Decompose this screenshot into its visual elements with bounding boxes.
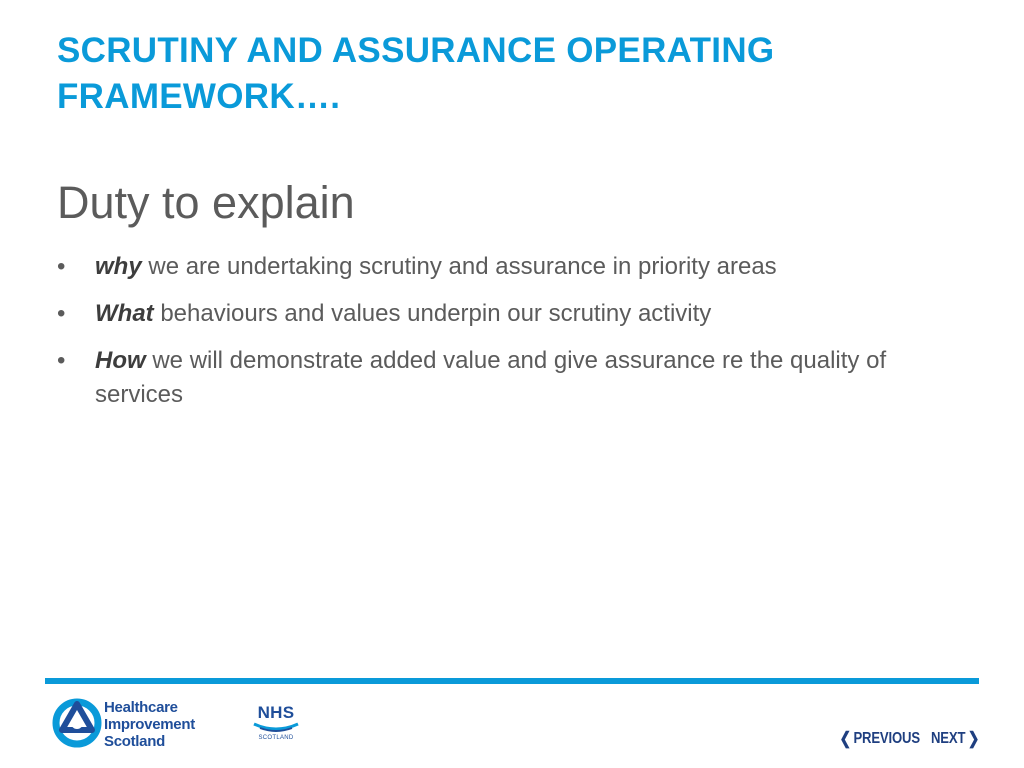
bullet-keyword: How	[95, 347, 146, 374]
bullet-list	[57, 250, 937, 425]
next-label: NEXT	[931, 730, 966, 747]
slide-subheading: Duty to explain	[57, 177, 355, 228]
bullet-marker: •	[57, 300, 66, 327]
slide-title: SCRUTINY AND ASSURANCE OPERATING FRAMEWORK….	[57, 31, 775, 116]
saltire-icon	[252, 722, 300, 734]
his-knot-icon	[52, 698, 102, 748]
bullet-marker: •	[57, 347, 66, 374]
previous-label: PREVIOUS	[853, 730, 920, 747]
his-logo-line2: Improvement	[104, 716, 195, 733]
chevron-right-icon: ❯	[967, 729, 980, 748]
previous-button[interactable]	[837, 728, 920, 750]
bullet-keyword: why	[95, 253, 142, 280]
bullet-marker: •	[57, 253, 66, 280]
bullet-text: we will demonstrate added value and give assurance re the quality of services	[95, 347, 887, 408]
his-logo-line3: Scotland	[104, 733, 165, 750]
bullet-text: behaviours and values underpin our scrutiny activity	[153, 300, 712, 327]
nhs-scotland-logo	[248, 704, 304, 742]
bullet-text: we are undertaking scrutiny and assurance in priority areas	[141, 253, 777, 280]
nhs-logo-word: NHS	[257, 703, 295, 722]
footer-divider	[45, 678, 979, 684]
next-button[interactable]	[931, 728, 982, 750]
nhs-logo-sub: SCOTLAND	[258, 735, 294, 741]
bullet-keyword: What	[95, 300, 154, 327]
bullet-item-how	[57, 344, 937, 412]
chevron-left-icon: ❮	[839, 729, 851, 748]
bullet-item-why	[57, 250, 937, 284]
his-logo-line1: Healthcare	[104, 699, 178, 716]
bullet-item-what	[57, 297, 937, 331]
his-logo-wordmark	[104, 699, 195, 750]
